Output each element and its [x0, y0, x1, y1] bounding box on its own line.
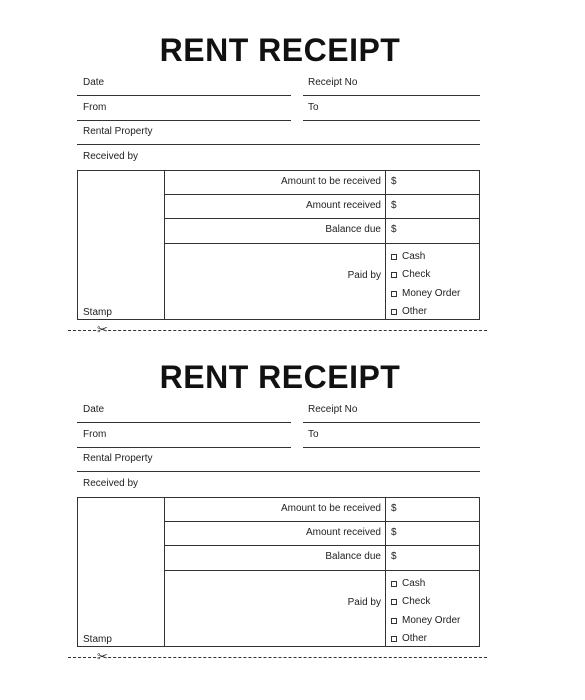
option-label: Check — [402, 269, 431, 280]
balance-due-label: Balance due — [325, 551, 381, 562]
option-label: Money Order — [402, 288, 461, 299]
amount-to-be-received-label: Amount to be received — [280, 503, 381, 514]
checkbox-icon[interactable] — [391, 636, 397, 642]
checkbox-icon[interactable] — [391, 291, 397, 297]
amount-to-be-received-label: Amount to be received — [280, 176, 381, 187]
checkbox-icon[interactable] — [391, 618, 397, 624]
payment-option-other[interactable] — [391, 633, 427, 644]
stamp-label: Stamp — [83, 307, 112, 318]
option-label: Other — [402, 633, 428, 644]
from-label: From — [83, 102, 107, 113]
receipt-title: RENT RECEIPT — [159, 32, 401, 68]
date-label: Date — [83, 404, 105, 415]
date-field[interactable] — [77, 422, 291, 423]
cut-line — [68, 657, 487, 658]
checkbox-icon[interactable] — [391, 599, 397, 605]
table-divider — [164, 570, 479, 571]
from-field[interactable] — [77, 447, 291, 448]
option-label: Cash — [402, 578, 426, 589]
option-label: Cash — [402, 251, 426, 262]
rent-receipt-1 — [0, 0, 585, 330]
receipt-no-label: Receipt No — [308, 77, 358, 88]
table-divider — [164, 243, 479, 244]
amount-to-be-received-field[interactable]: $ — [391, 503, 397, 514]
payment-option-money-order[interactable] — [391, 615, 460, 626]
received-by-label: Received by — [83, 151, 139, 162]
paid-by-label: Paid by — [347, 270, 381, 281]
rental-property-label: Rental Property — [83, 453, 153, 464]
amount-to-be-received-field[interactable]: $ — [391, 176, 397, 187]
paid-by-label: Paid by — [347, 597, 381, 608]
from-field[interactable] — [77, 120, 291, 121]
checkbox-icon[interactable] — [391, 581, 397, 587]
balance-due-field[interactable]: $ — [391, 551, 397, 562]
to-label: To — [308, 429, 319, 440]
amount-received-label: Amount received — [305, 200, 381, 211]
payment-option-check[interactable] — [391, 269, 430, 280]
payment-table — [77, 497, 480, 647]
table-divider — [164, 521, 479, 522]
amount-received-field[interactable]: $ — [391, 527, 397, 538]
payment-option-check[interactable] — [391, 596, 430, 607]
table-divider — [164, 218, 479, 219]
date-label: Date — [83, 77, 105, 88]
to-field[interactable] — [303, 120, 480, 121]
scissors-icon: ✂ — [97, 322, 108, 337]
payment-table — [77, 170, 480, 320]
amount-received-field[interactable]: $ — [391, 200, 397, 211]
option-label: Money Order — [402, 615, 461, 626]
scissors-icon: ✂ — [97, 649, 108, 664]
option-label: Other — [402, 306, 428, 317]
rental-property-label: Rental Property — [83, 126, 153, 137]
to-field[interactable] — [303, 447, 480, 448]
checkbox-icon[interactable] — [391, 272, 397, 278]
balance-due-field[interactable]: $ — [391, 224, 397, 235]
checkbox-icon[interactable] — [391, 309, 397, 315]
to-label: To — [308, 102, 319, 113]
rent-receipt-2 — [0, 327, 585, 657]
payment-option-cash[interactable] — [391, 251, 425, 262]
receipt-no-label: Receipt No — [308, 404, 358, 415]
option-label: Check — [402, 596, 431, 607]
receipt-title: RENT RECEIPT — [159, 359, 401, 395]
date-field[interactable] — [77, 95, 291, 96]
checkbox-icon[interactable] — [391, 254, 397, 260]
received-by-label: Received by — [83, 478, 139, 489]
payment-option-cash[interactable] — [391, 578, 425, 589]
rental-property-field[interactable] — [77, 471, 480, 472]
table-divider — [164, 545, 479, 546]
receipt-no-field[interactable] — [303, 422, 480, 423]
stamp-label: Stamp — [83, 634, 112, 645]
payment-option-other[interactable] — [391, 306, 427, 317]
balance-due-label: Balance due — [325, 224, 381, 235]
amount-received-label: Amount received — [305, 527, 381, 538]
receipt-no-field[interactable] — [303, 95, 480, 96]
from-label: From — [83, 429, 107, 440]
payment-option-money-order[interactable] — [391, 288, 460, 299]
rental-property-field[interactable] — [77, 144, 480, 145]
table-divider — [164, 194, 479, 195]
